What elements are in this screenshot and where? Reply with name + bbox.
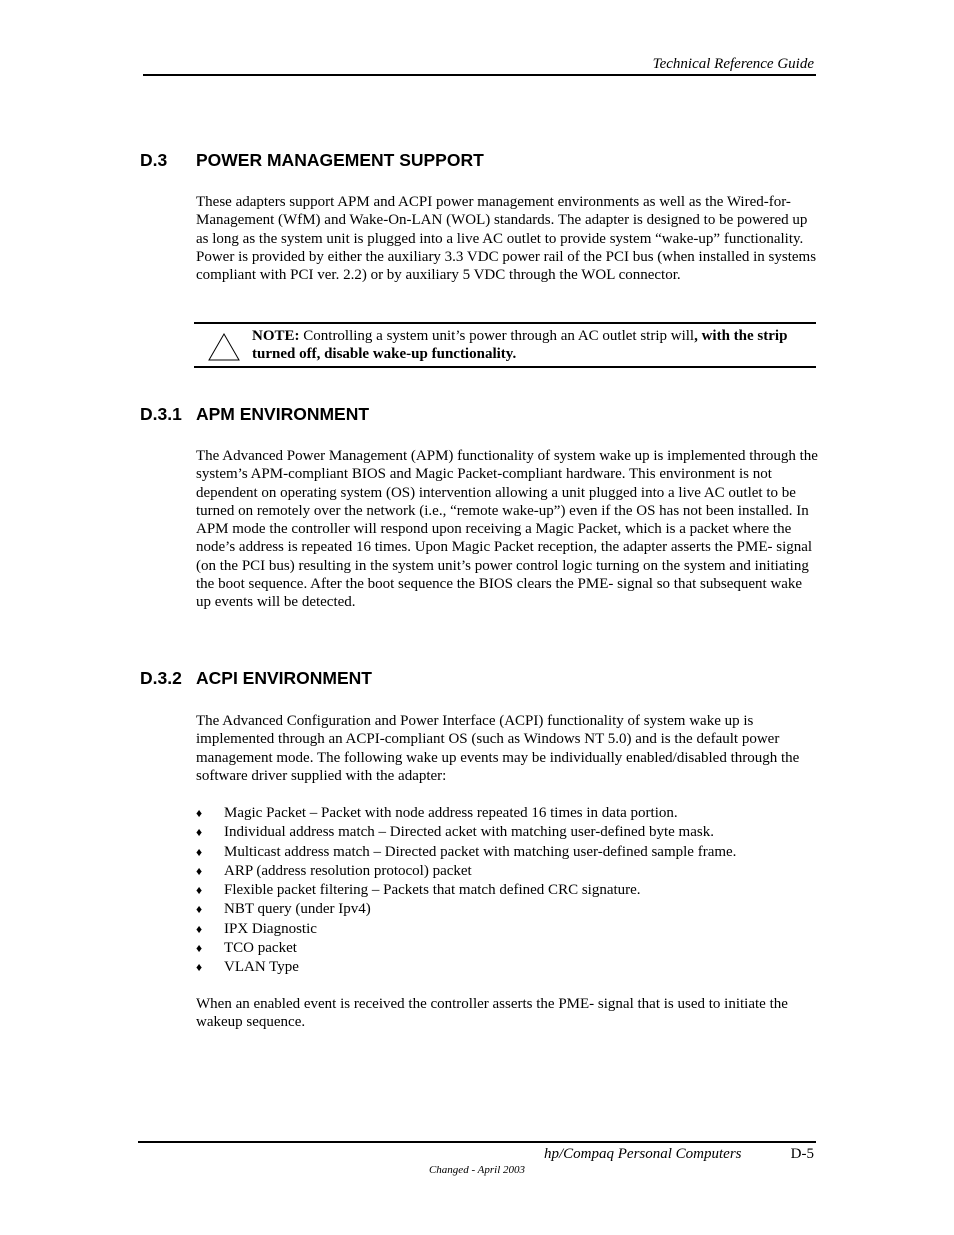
- section-number: D.3: [140, 150, 168, 170]
- revision-note: Changed - April 2003: [428, 1164, 526, 1176]
- section-number: D.3.2: [140, 668, 182, 688]
- list-item: ♦ Individual address match – Directed acket with matching user-defined byte mask.: [196, 823, 818, 842]
- page-number: D-5: [790, 1146, 814, 1162]
- running-footer-title: hp/Compaq Personal Computers: [544, 1146, 742, 1162]
- list-item: ♦ Flexible packet filtering – Packets that match defined CRC signature.: [196, 881, 818, 900]
- diamond-bullet-icon: ♦: [196, 941, 203, 956]
- list-item: ♦ ARP (address resolution protocol) packet: [196, 862, 818, 881]
- note-body: Controlling a system unit’s power through an AC outlet strip will: [299, 328, 695, 344]
- header-rule: [143, 74, 816, 76]
- section-d32-closing: When an enabled event is received the controller asserts the PME- signal that is used to initiate the wakeup sequence.: [196, 996, 788, 1031]
- diamond-bullet-icon: ♦: [196, 844, 203, 859]
- diamond-bullet-icon: ♦: [196, 960, 203, 975]
- note-text: [252, 327, 812, 364]
- section-heading-d3: [140, 150, 484, 171]
- list-item: ♦ VLAN Type: [196, 958, 818, 977]
- list-item: ♦ TCO packet: [196, 939, 818, 958]
- diamond-bullet-icon: ♦: [196, 825, 203, 840]
- diamond-bullet-icon: ♦: [196, 883, 203, 898]
- warning-triangle-icon: [208, 333, 240, 361]
- section-title: POWER MANAGEMENT SUPPORT: [196, 150, 484, 170]
- list-item: ♦ Magic Packet – Packet with node address repeated 16 times in data portion.: [196, 804, 818, 823]
- running-header-title: Technical Reference Guide: [652, 56, 814, 72]
- section-number: D.3.1: [140, 404, 182, 424]
- wake-event-list: [196, 804, 818, 978]
- list-item: ♦ IPX Diagnostic: [196, 920, 818, 939]
- note-box: [194, 322, 816, 368]
- diamond-bullet-icon: ♦: [196, 902, 203, 917]
- section-d32-paragraph: The Advanced Configuration and Power Interface (ACPI) functionality of system wake up is implemented through an ACPI-compliant OS (such as Windows NT 5.0) and is the default power management mode. The following wake up events may be individually enabled/disabled through the software driver supplied with the adapter:: [196, 713, 800, 784]
- note-label: NOTE:: [252, 328, 300, 344]
- section-title: ACPI ENVIRONMENT: [196, 668, 372, 688]
- note-emphasis: , with the strip turned off, disable wake-up functionality.: [252, 328, 788, 363]
- section-title: APM ENVIRONMENT: [196, 404, 370, 424]
- section-d3-paragraph: These adapters support APM and ACPI power management environments as well as the Wired-for-Management (WfM) and Wake-On-LAN (WOL) standards. The adapter is designed to be powered up as long as the system unit is plugged into a live AC outlet to provide system “wake-up” functionality. Power is provided by either the auxiliary 3.3 VDC power rail of the PCI bus (when installed in systems compliant with PCI ver. 2.2) or by auxiliary 5 VDC through the WOL connector.: [196, 194, 817, 284]
- diamond-bullet-icon: ♦: [196, 806, 203, 820]
- list-item: ♦ Multicast address match – Directed packet with matching user-defined sample frame.: [196, 843, 818, 862]
- section-heading-d31: [140, 404, 369, 425]
- footer-rule: [138, 1141, 816, 1143]
- list-item: ♦ NBT query (under Ipv4): [196, 900, 818, 919]
- section-d31-paragraph: The Advanced Power Management (APM) functionality of system wake up is implemented through the system’s APM-compliant BIOS and Magic Packet-compliant hardware. This environment is not dependent on operating system (OS) intervention allowing a unit plugged into a live AC outlet to be turned on remotely over the network (i.e., “remote wake-up”) even if the OS has not been installed. In APM mode the controller will respond upon receiving a Magic Packet, which is a packet where the node’s address is repeated 16 times. Upon Magic Packet reception, the adapter asserts the PME- signal (on the PCI bus) resulting in the system unit’s power control logic turning on the system and initiating the boot sequence. After the boot sequence the BIOS clears the PME- signal so that subsequent wake up events will be detected.: [196, 448, 818, 611]
- diamond-bullet-icon: ♦: [196, 863, 203, 878]
- section-heading-d32: [140, 668, 372, 689]
- diamond-bullet-icon: ♦: [196, 921, 203, 936]
